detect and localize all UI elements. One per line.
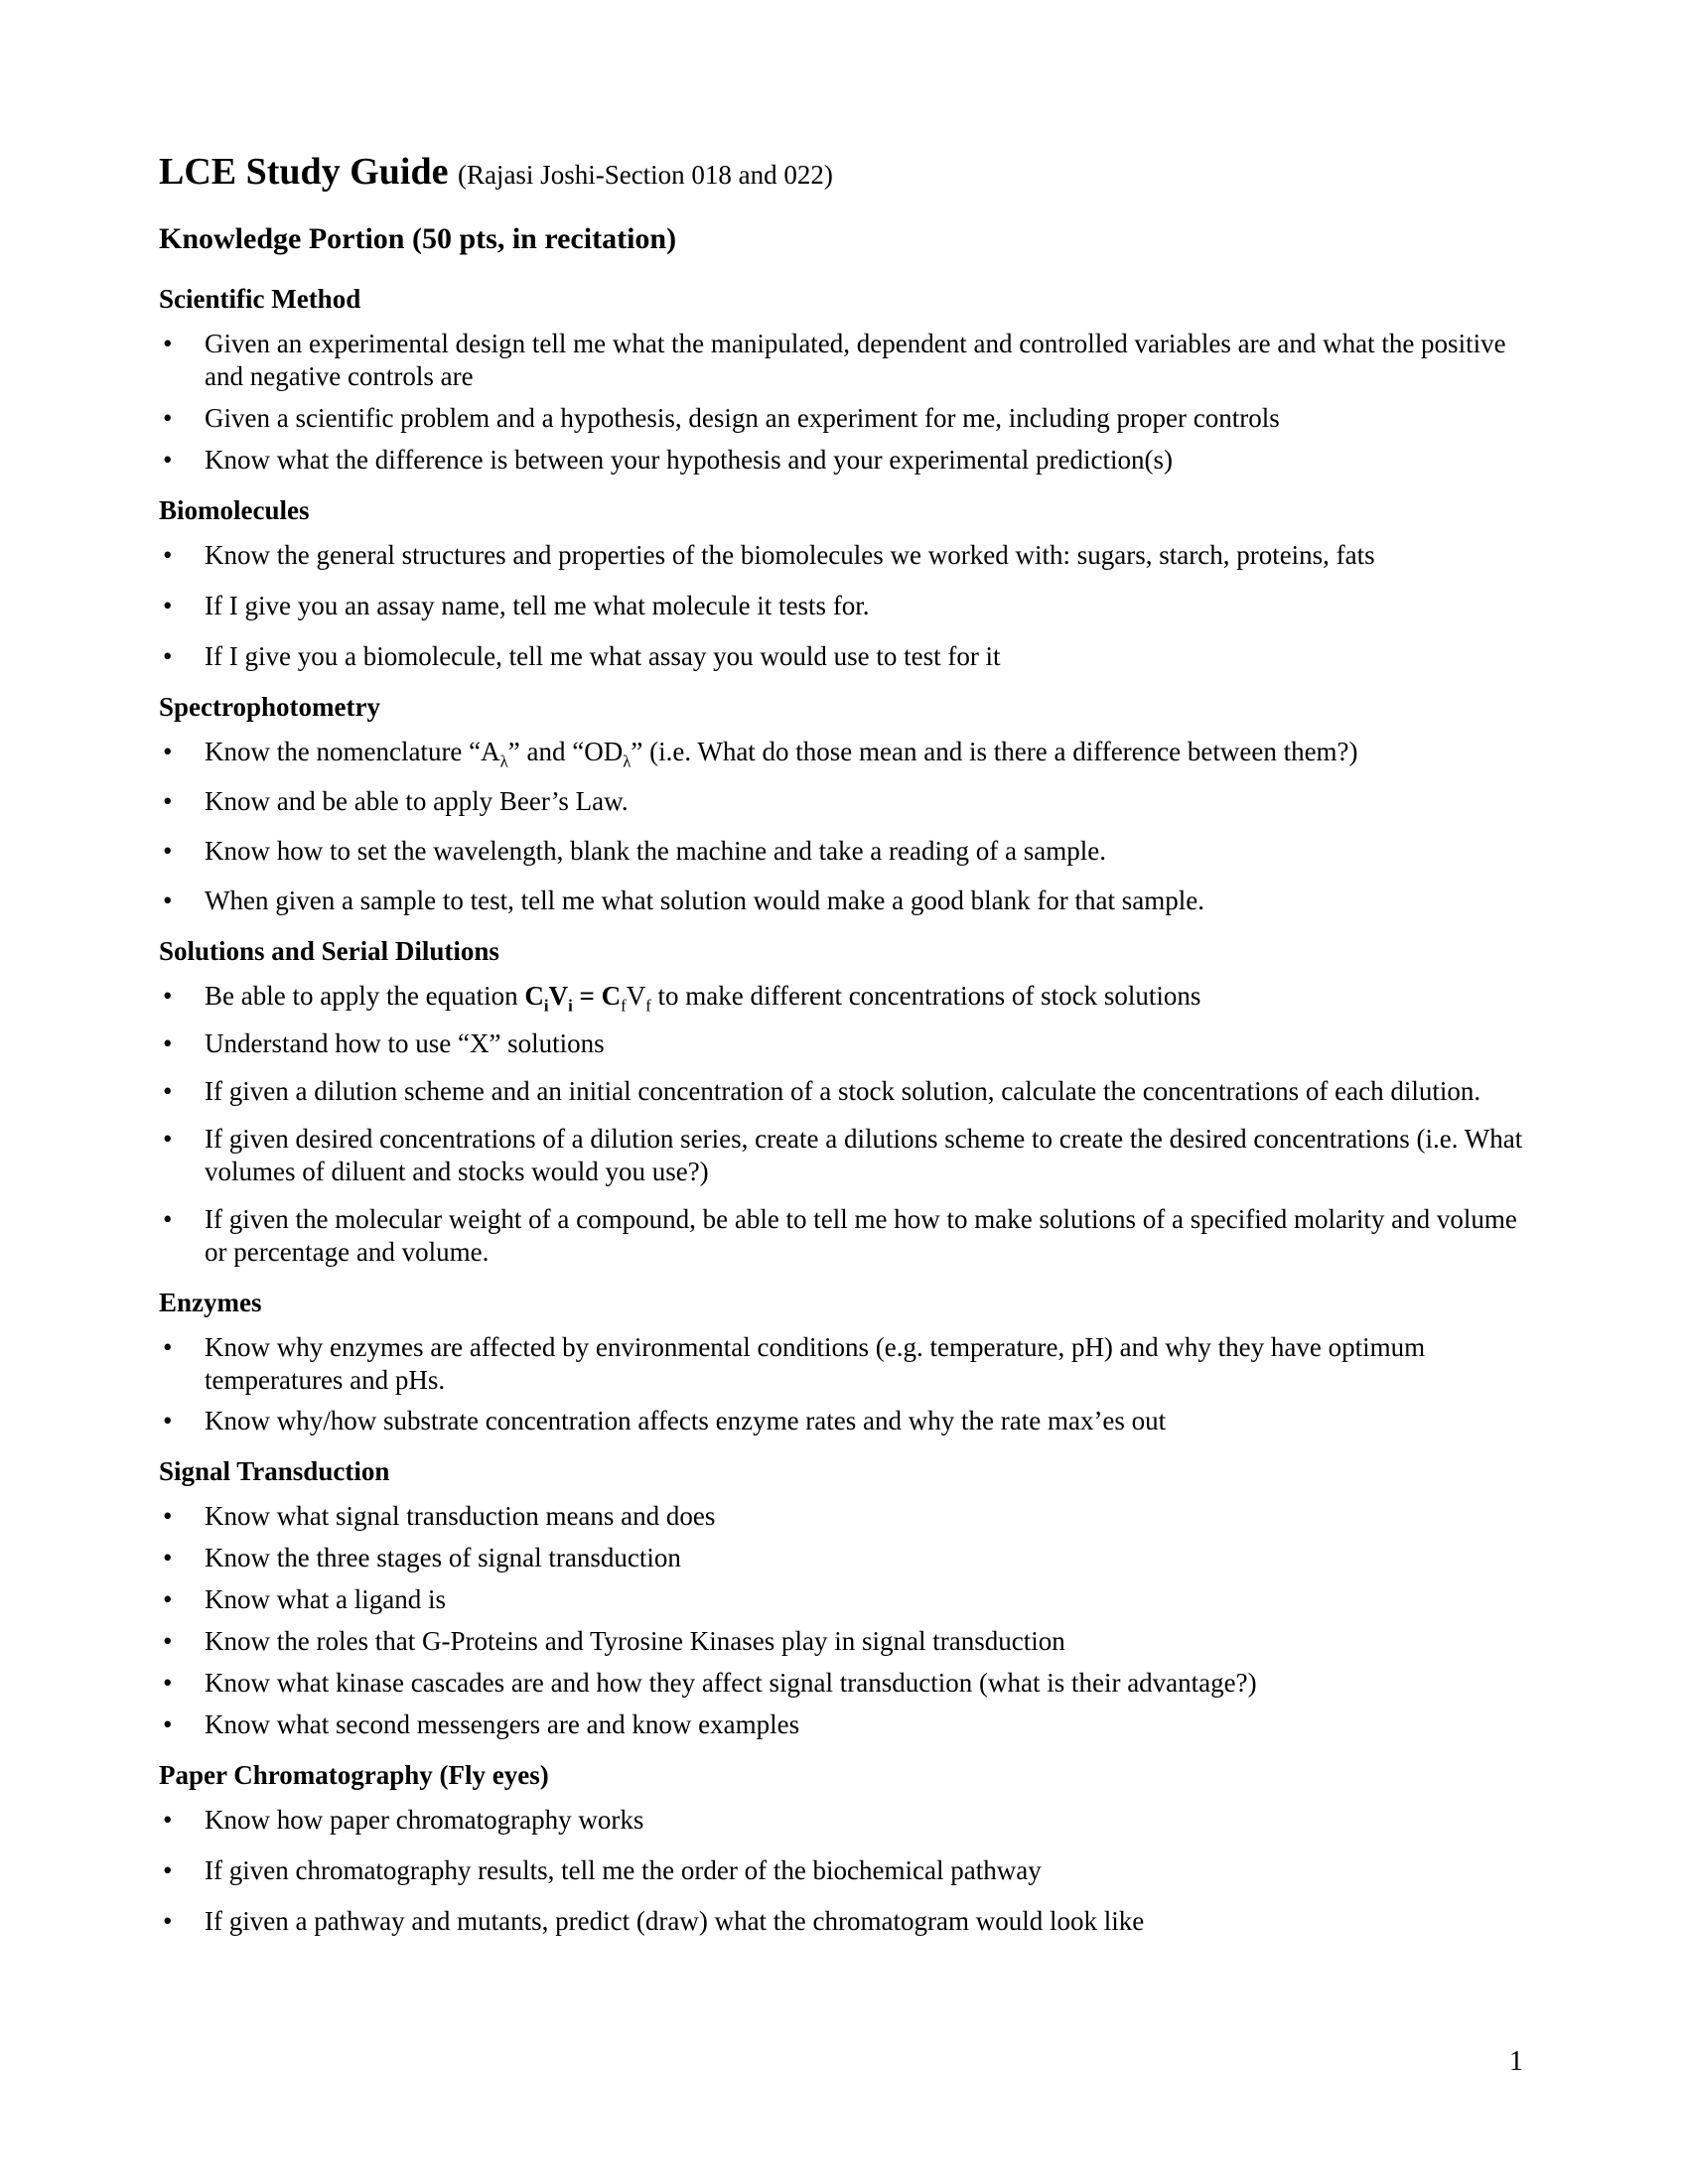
section-title: Signal Transduction: [159, 1456, 390, 1486]
bullet-item: • If given desired concentrations of a dilution series, create a dilutions scheme to create the desired concentrations (i.e. What volumes of diluent and stocks would you use?): [205, 1123, 1529, 1188]
section-title: Paper Chromatography (Fly eyes): [159, 1760, 549, 1790]
bullet-list: [159, 328, 1529, 477]
bullet-item: • If given chromatography results, tell me the order of the biochemical pathway: [205, 1854, 1529, 1887]
section-enzymes: [159, 1287, 1529, 1437]
section-biomolecules: [159, 494, 1529, 673]
text-run: ” and “OD: [507, 737, 624, 766]
bullet-item: • Know the three stages of signal transduction: [205, 1542, 1529, 1574]
section-spectrophotometry: [159, 691, 1529, 917]
bullet-item: • If given a pathway and mutants, predict (draw) what the chromatogram would look like: [205, 1905, 1529, 1938]
bullet-item: • When given a sample to test, tell me what solution would make a good blank for that sample.: [205, 885, 1529, 917]
lambda-subscript: λ: [623, 751, 632, 771]
bullet-item: • If I give you a biomolecule, tell me what assay you would use to test for it: [205, 640, 1529, 673]
bullet-item: • Know why/how substrate concentration affects enzyme rates and why the rate max’es out: [205, 1405, 1529, 1437]
bullet-item: • Know why enzymes are affected by environmental conditions (e.g. temperature, pH) and why they have optimum temperatures and pHs.: [205, 1331, 1529, 1397]
title-subtitle: (Rajasi Joshi-Section 018 and 022): [457, 160, 833, 190]
document-title: [159, 149, 1529, 198]
section-solutions-serial-dilutions: [159, 935, 1529, 1269]
text-run: Know the nomenclature “A: [205, 737, 500, 766]
bullet-item-equation: [205, 980, 1529, 1016]
text-run: V: [548, 981, 569, 1011]
bullet-item: • Know and be able to apply Beer’s Law.: [205, 785, 1529, 818]
section-signal-transduction: [159, 1455, 1529, 1741]
equation-bold: [524, 981, 622, 1016]
text-run: C: [524, 981, 544, 1011]
subscript-i: i: [543, 996, 549, 1016]
subscript-f: f: [621, 996, 627, 1016]
bullet-item: • Know what the difference is between your hypothesis and your experimental prediction(s): [205, 444, 1529, 477]
text-run: = C: [572, 981, 622, 1011]
bullet-item: • Know what signal transduction means and does: [205, 1500, 1529, 1533]
bullet-list: [159, 1331, 1529, 1437]
text-run: to make different concentrations of stock solutions: [650, 981, 1201, 1011]
text-run: Be able to apply the equation: [205, 981, 525, 1011]
lambda-subscript: λ: [499, 751, 508, 771]
bullet-list: [159, 1500, 1529, 1741]
text-run: V: [626, 981, 646, 1011]
bullet-item: • Given a scientific problem and a hypothesis, design an experiment for me, including proper controls: [205, 402, 1529, 435]
bullet-item: • Know how to set the wavelength, blank the machine and take a reading of a sample.: [205, 835, 1529, 868]
bullet-item: • Know what second messengers are and know examples: [205, 1708, 1529, 1741]
bullet-list: [159, 736, 1529, 917]
bullet-list: [159, 539, 1529, 673]
bullet-item: • Know what kinase cascades are and how they affect signal transduction (what is their advantage?): [205, 1667, 1529, 1700]
bullet-list: [159, 980, 1529, 1269]
bullet-list: [159, 1804, 1529, 1938]
bullet-item: • Understand how to use “X” solutions: [205, 1027, 1529, 1060]
bullet-item: • Know how paper chromatography works: [205, 1804, 1529, 1837]
section-title: Solutions and Serial Dilutions: [159, 936, 499, 966]
bullet-item: • If given a dilution scheme and an initial concentration of a stock solution, calculate the concentrations of each dilution.: [205, 1075, 1529, 1108]
text-run: ” (i.e. What do those mean and is there a difference between them?): [631, 737, 1358, 766]
bullet-item-nomenclature: [205, 736, 1529, 771]
bullet-item: • If I give you an assay name, tell me what molecule it tests for.: [205, 590, 1529, 622]
subscript-f: f: [645, 996, 651, 1016]
section-title: Spectrophotometry: [159, 692, 380, 722]
bullet-item: • Know the roles that G-Proteins and Tyrosine Kinases play in signal transduction: [205, 1625, 1529, 1658]
bullet-item: • If given the molecular weight of a compound, be able to tell me how to make solutions of a specified molarity and volume or percentage and volume.: [205, 1203, 1529, 1269]
bullet-item: • Know what a ligand is: [205, 1583, 1529, 1616]
section-title: Biomolecules: [159, 495, 310, 525]
section-title: Scientific Method: [159, 284, 361, 314]
title-text: LCE Study Guide: [159, 151, 449, 193]
section-scientific-method: [159, 283, 1529, 477]
bullet-item: • Given an experimental design tell me what the manipulated, dependent and controlled variables are and what the positive and negative controls are: [205, 328, 1529, 393]
page-number: 1: [1509, 2046, 1523, 2077]
section-title: Enzymes: [159, 1288, 262, 1317]
subscript-i: i: [568, 996, 573, 1016]
knowledge-portion-heading: Knowledge Portion (50 pts, in recitation): [159, 222, 677, 255]
bullet-item: • Know the general structures and properties of the biomolecules we worked with: sugars, starch, proteins, fats: [205, 539, 1529, 572]
section-paper-chromatography: [159, 1759, 1529, 1938]
